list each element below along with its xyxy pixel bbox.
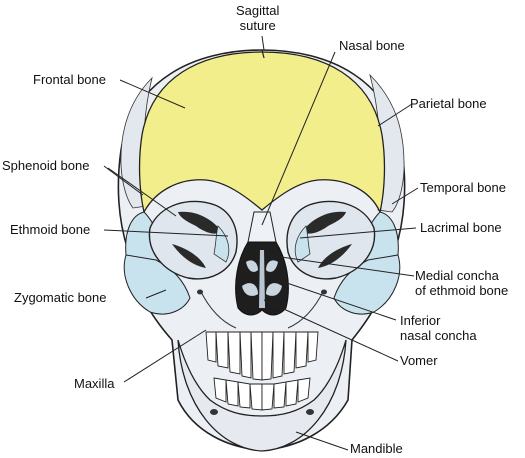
- label-temporal-bone: Temporal bone: [420, 180, 506, 195]
- label-mandible: Mandible: [350, 441, 403, 456]
- label-lacrimal-bone: Lacrimal bone: [420, 220, 502, 235]
- label-sphenoid-bone: Sphenoid bone: [2, 158, 90, 173]
- label-parietal-bone: Parietal bone: [410, 96, 487, 111]
- label-inferior-nasal-concha-line1: Inferior: [400, 313, 441, 328]
- vomer-shape: [259, 250, 265, 308]
- label-zygomatic-bone: Zygomatic bone: [14, 290, 107, 305]
- label-medial-concha-line1: Medial concha: [415, 268, 499, 283]
- sagittal-suture-leader: [262, 36, 264, 50]
- label-inferior-nasal-concha: [400, 313, 477, 343]
- label-inferior-nasal-concha-line2: nasal concha: [400, 328, 477, 343]
- right-infraorbital-foramen: [321, 290, 327, 295]
- label-sagittal-suture: [236, 3, 279, 33]
- label-sagittal-suture-line2: suture: [239, 18, 276, 33]
- label-medial-concha: [415, 268, 508, 298]
- left-infraorbital-foramen: [197, 290, 203, 295]
- label-medial-concha-line2: of ethmoid bone: [415, 283, 509, 298]
- label-ethmoid-bone: Ethmoid bone: [10, 222, 91, 237]
- right-mental-foramen: [306, 409, 314, 415]
- label-nasal-bone: Nasal bone: [339, 38, 405, 53]
- left-mental-foramen: [210, 409, 218, 415]
- label-frontal-bone: Frontal bone: [33, 72, 106, 87]
- label-sagittal-suture-line1: Sagittal: [236, 3, 280, 18]
- label-maxilla: Maxilla: [74, 376, 115, 391]
- label-vomer: Vomer: [400, 353, 438, 368]
- mandible-leader: [296, 432, 348, 450]
